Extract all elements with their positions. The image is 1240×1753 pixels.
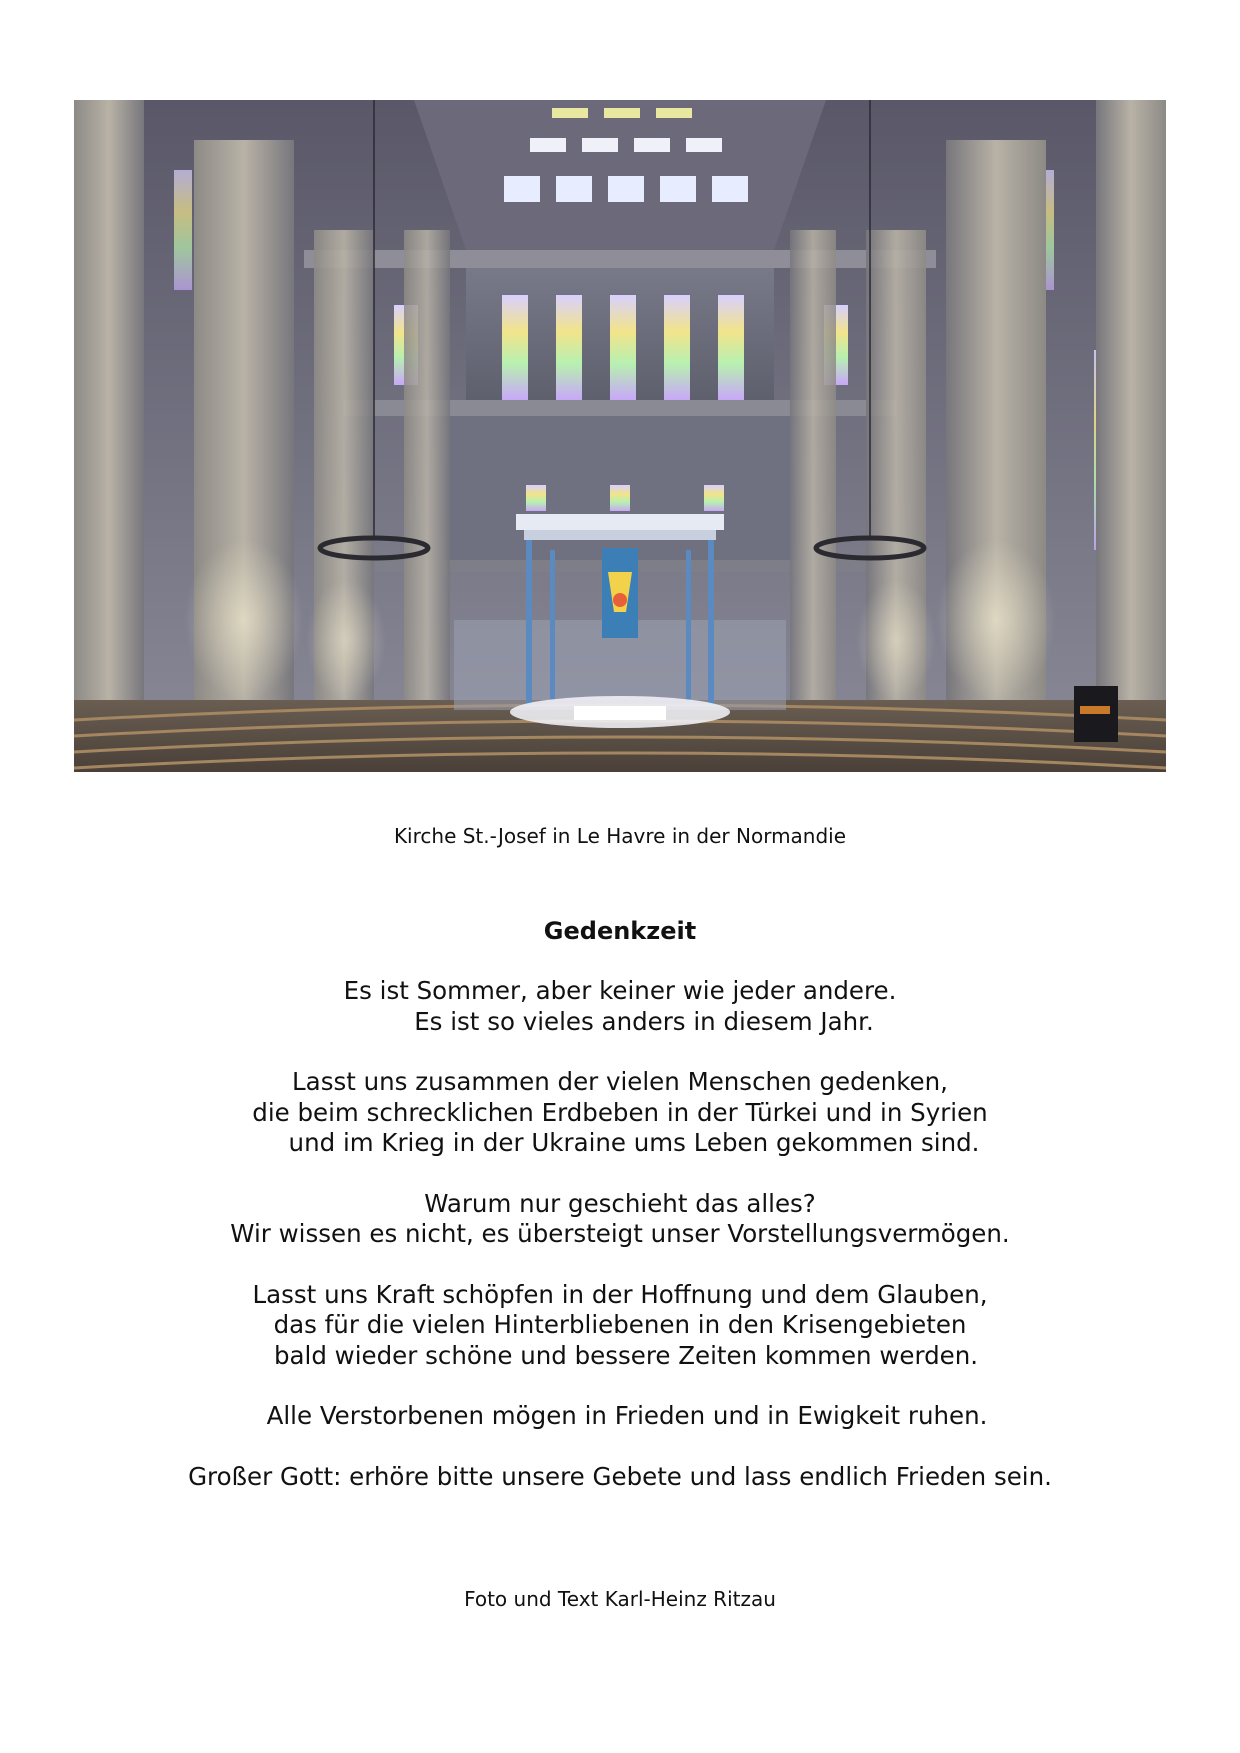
poem-stanza [0, 1067, 1240, 1159]
poem-line: das für die vielen Hinterbliebenen in den Krisengebieten [273, 1310, 967, 1339]
poem-title: Gedenkzeit [543, 917, 697, 945]
poem-stanza [0, 976, 1240, 1037]
poem-stanza [0, 1189, 1240, 1250]
poem [0, 916, 1240, 1522]
poem-stanza [0, 1280, 1240, 1372]
poem-line: Lasst uns zusammen der vielen Menschen gedenken, [292, 1067, 948, 1096]
poem-line: Lasst uns Kraft schöpfen in der Hoffnung und dem Glauben, [252, 1279, 988, 1309]
poem-line: Großer Gott: erhöre bitte unsere Gebete und lass endlich Frieden sein. [188, 1461, 1052, 1491]
poem-line: die beim schrecklichen Erdbeben in der Türkei und in Syrien [252, 1097, 988, 1127]
poem-line: und im Krieg in der Ukraine ums Leben gekommen sind. [288, 1128, 980, 1157]
altar-banner [602, 548, 638, 638]
photo-caption: Kirche St.-Josef in Le Havre in der Normandie [393, 824, 847, 848]
poem-line: Alle Verstorbenen mögen in Frieden und in Ewigkeit ruhen. [266, 1401, 988, 1430]
poem-line: Es ist so vieles anders in diesem Jahr. [414, 1006, 874, 1036]
church-interior-illustration [74, 100, 1166, 772]
poem-stanza [0, 1401, 1240, 1432]
poem-line: Warum nur geschieht das alles? [424, 1188, 816, 1218]
poem-line: bald wieder schöne und bessere Zeiten kommen werden. [273, 1340, 979, 1370]
poem-line: Wir wissen es nicht, es übersteigt unser Vorstellungsvermögen. [230, 1219, 1010, 1248]
church-interior-photo [74, 100, 1166, 772]
poem-line: Es ist Sommer, aber keiner wie jeder andere. [343, 976, 897, 1005]
photo-text-credit: Foto und Text Karl-Heinz Ritzau [464, 1587, 776, 1611]
poem-stanza [0, 1462, 1240, 1493]
